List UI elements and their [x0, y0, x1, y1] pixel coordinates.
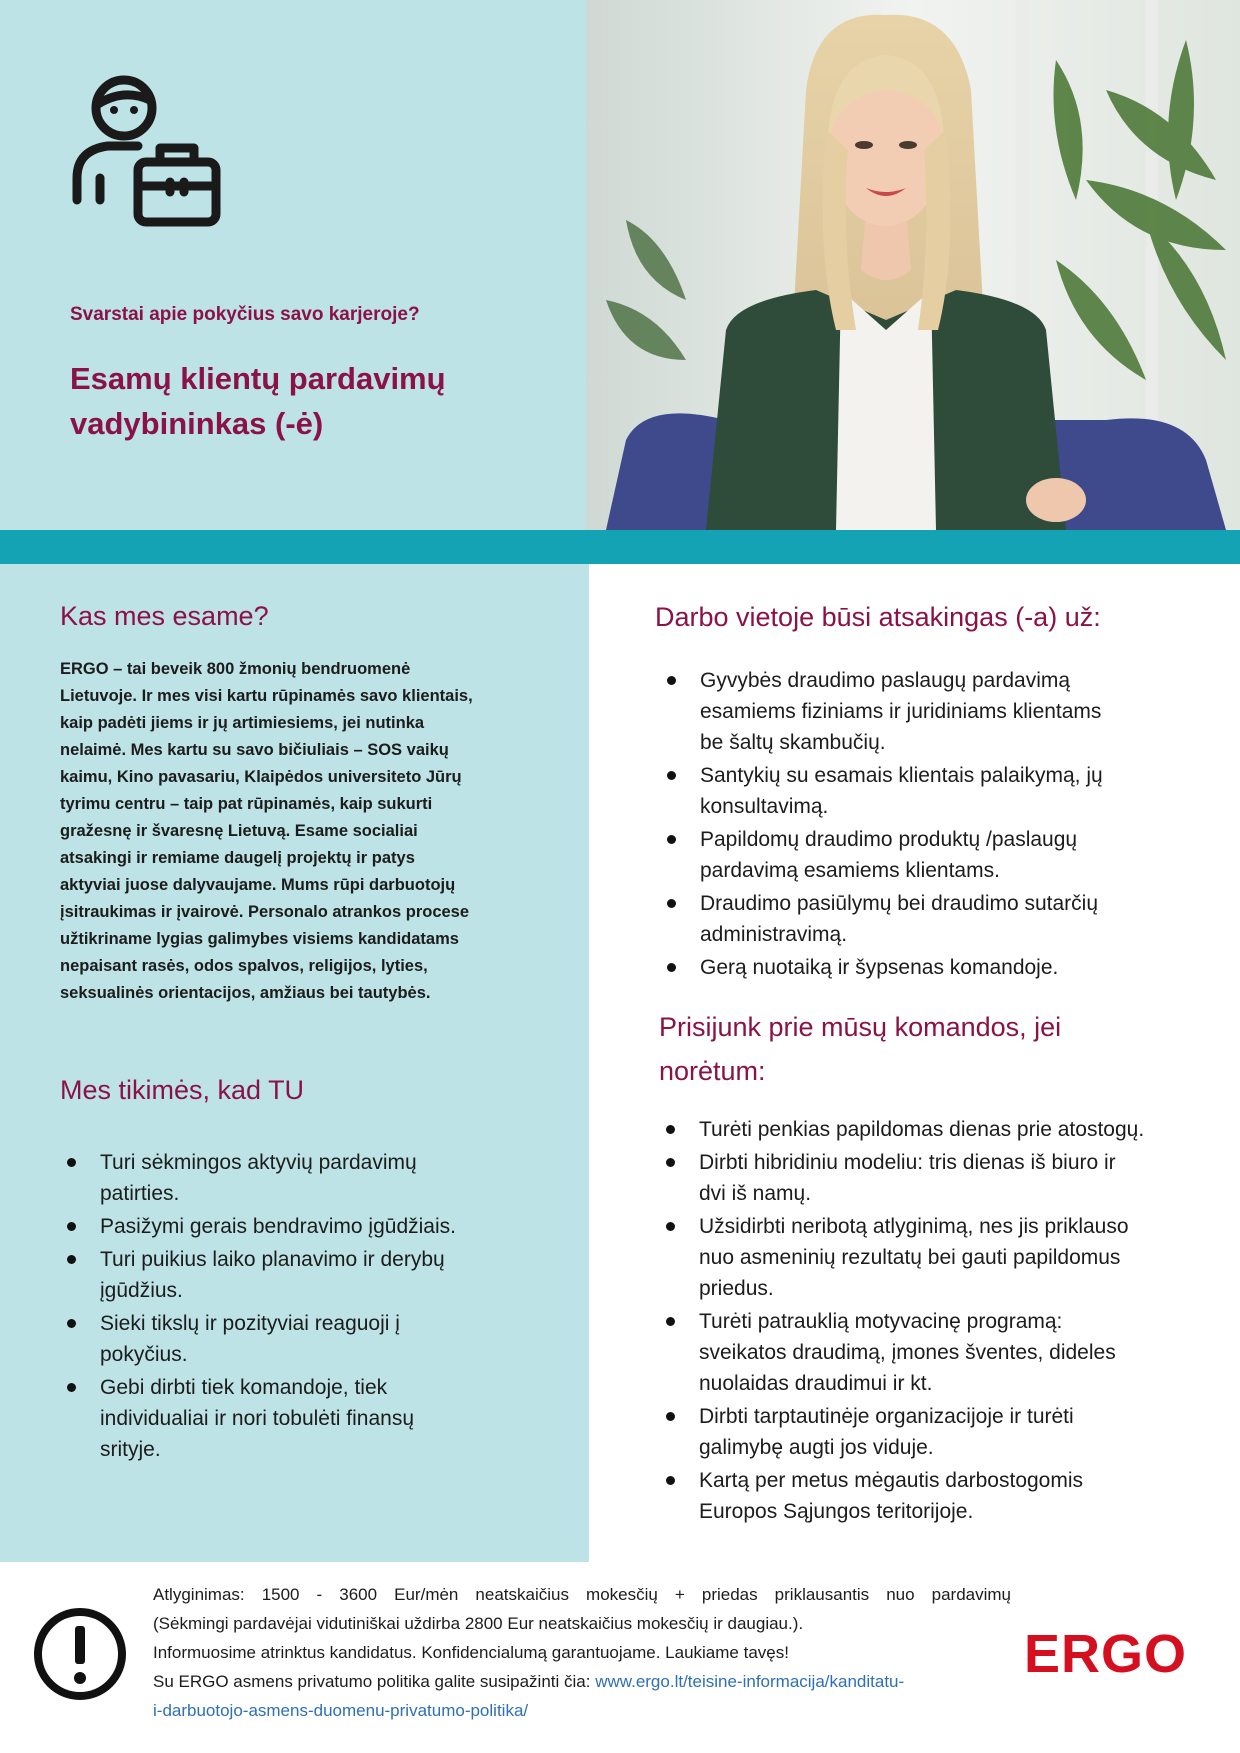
- expectation-item-text: Turi sėkmingos aktyvių pardavimų: [100, 1151, 417, 1174]
- about-line: kaimu, Kino pavasariu, Klaipėdos universiteto Jūrų: [60, 768, 462, 786]
- expectation-item: [60, 1372, 540, 1465]
- responsibility-item-text: administravimą.: [700, 923, 848, 946]
- benefit-item-text: nuo asmeninių rezultatų bei gauti papildomus: [699, 1246, 1121, 1269]
- privacy-line: [153, 1667, 1011, 1696]
- expectation-item-text: Pasižymi gerais bendravimo įgūdžiais.: [100, 1215, 456, 1238]
- responsibility-item-text: Gerą nuotaiką ir šypsenas komandoje.: [700, 956, 1059, 979]
- privacy-link-part-2[interactable]: i-darbuotojo-asmens-duomenu-privatumo-politika/: [153, 1701, 529, 1720]
- salary-note: (Sėkmingi pardavėjai vidutiniškai uždirba 2800 Eur neatskaičius mokesčių ir daugiau.).: [153, 1614, 804, 1633]
- benefit-item-text: Turėti penkias papildomas dienas prie atostogų.: [699, 1118, 1145, 1141]
- benefit-item-text: sveikatos draudimą, įmones šventes, dideles: [699, 1341, 1116, 1364]
- expectation-item: [60, 1147, 540, 1209]
- responsibilities-list: [660, 665, 1200, 985]
- benefit-item: [659, 1114, 1219, 1145]
- exclamation-circle-icon: [32, 1606, 128, 1702]
- expectation-item-text: pokyčius.: [100, 1343, 188, 1366]
- benefit-item-text: Dirbti tarptautinėje organizacijoje ir turėti: [699, 1405, 1074, 1428]
- expectation-item-text: Gebi dirbti tiek komandoje, tiek: [100, 1376, 388, 1399]
- responsibility-item-text: be šaltų skambučių.: [700, 731, 886, 754]
- about-line: įsitraukimas ir įvairovė. Personalo atrankos procese: [60, 903, 470, 921]
- salary-line: Atlyginimas: 1500 - 3600 Eur/mėn neatskaičius mokesčių + priedas priklausantis nuo pardavimų: [153, 1585, 1011, 1604]
- expectations-list: [60, 1147, 540, 1467]
- responsibility-item-text: esamiems fiziniams ir juridiniams klientams: [700, 700, 1102, 723]
- benefit-item: [659, 1401, 1219, 1463]
- responsibility-item: [660, 888, 1200, 950]
- join-heading: [659, 1005, 1061, 1093]
- person-briefcase-icon: [72, 70, 232, 230]
- benefit-item: [659, 1147, 1219, 1209]
- responsibility-item: [660, 665, 1200, 758]
- expectations-heading: Mes tikimės, kad TU: [60, 1075, 305, 1105]
- responsibility-item-text: pardavimą esamiems klientams.: [700, 859, 1000, 882]
- divider-band: [0, 530, 1240, 564]
- expectation-item: [60, 1308, 540, 1370]
- about-line: ERGO – tai beveik 800 žmonių bendruomenė: [60, 660, 411, 678]
- expectation-item-text: Sieki tikslų ir pozityviai reaguoji į: [100, 1312, 400, 1335]
- woman-portrait-photo: [586, 0, 1240, 530]
- responsibility-item-text: Gyvybės draudimo paslaugų pardavimą: [700, 669, 1071, 692]
- benefit-item-text: Turėti patrauklią motyvacinę programą:: [699, 1310, 1063, 1333]
- privacy-prefix: Su ERGO asmens privatumo politika galite susipažinti čia:: [153, 1672, 596, 1691]
- join-heading-line-1: Prisijunk prie mūsų komandos, jei: [659, 1012, 1062, 1042]
- benefit-item: [659, 1465, 1219, 1527]
- expectation-item-text: individualiai ir nori tobulėti finansų: [100, 1407, 415, 1430]
- about-line: gražesnę ir švaresnę Lietuvą. Esame socialiai: [60, 822, 418, 840]
- about-line: tyrimu centru – taip pat rūpinamės, kaip sukurti: [60, 795, 433, 813]
- expectation-item-text: srityje.: [100, 1438, 161, 1461]
- job-title-line-2: vadybininkas (-ė): [70, 406, 324, 441]
- candidate-note: Informuosime atrinktus kandidatus. Konfidencialumą garantuojame. Laukiame tavęs!: [153, 1643, 789, 1662]
- about-line: nelaimė. Mes kartu su savo bičiuliais – SOS vaikų: [60, 741, 449, 759]
- benefit-item-text: Dirbti hibridiniu modeliu: tris dienas iš biuro ir: [699, 1151, 1116, 1174]
- responsibility-item-text: konsultavimą.: [700, 795, 829, 818]
- expectation-item-text: Turi puikius laiko planavimo ir derybų: [100, 1248, 445, 1271]
- about-line: Lietuvoje. Ir mes visi kartu rūpinamės savo klientais,: [60, 687, 473, 705]
- about-line: užtikriname lygias galimybes visiems kandidatams: [60, 930, 459, 948]
- responsibility-item-text: Santykių su esamais klientais palaikymą, jų: [700, 764, 1103, 787]
- responsibility-item-text: Draudimo pasiūlymų bei draudimo sutarčių: [700, 892, 1099, 915]
- benefit-item-text: nuolaidas draudimui ir kt.: [699, 1372, 933, 1395]
- about-line: atsakingi ir remiame daugelį projektų ir patys: [60, 849, 415, 867]
- responsibility-item: [660, 760, 1200, 822]
- job-title: [70, 356, 570, 446]
- hero-kicker: Svarstai apie pokyčius savo karjeroje?: [70, 304, 420, 325]
- about-line: nepaisant rasės, odos spalvos, religijos, lyties,: [60, 957, 428, 975]
- expectation-item: [60, 1244, 540, 1306]
- privacy-link-part-1[interactable]: www.ergo.lt/teisine-informacija/kanditatu-: [595, 1672, 905, 1691]
- ergo-logo: ERGO: [1024, 1624, 1188, 1684]
- benefit-item-text: Užsidirbti neribotą atlyginimą, nes jis priklauso: [699, 1215, 1129, 1238]
- about-line: aktyviai juose dalyvaujame. Mums rūpi darbuotojų: [60, 876, 456, 894]
- benefit-item-text: dvi iš namų.: [699, 1182, 812, 1205]
- join-heading-line-2: norėtum:: [659, 1056, 766, 1086]
- about-text: [60, 656, 524, 1007]
- expectation-item-text: įgūdžius.: [100, 1279, 183, 1302]
- responsibility-item: [660, 952, 1200, 983]
- benefit-item-text: priedus.: [699, 1277, 774, 1300]
- job-title-line-1: Esamų klientų pardavimų: [70, 361, 446, 396]
- responsibilities-heading: Darbo vietoje būsi atsakingas (-a) už:: [655, 602, 1101, 632]
- portrait-illustration: [586, 0, 1240, 530]
- benefit-item: [659, 1211, 1219, 1304]
- benefits-list: [659, 1114, 1219, 1529]
- expectation-item: [60, 1211, 540, 1242]
- about-line: seksualinės orientacijos, amžiaus bei tautybės.: [60, 984, 431, 1002]
- benefit-item-text: Europos Sąjungos teritorijoje.: [699, 1500, 974, 1523]
- about-heading: Kas mes esame?: [60, 601, 269, 631]
- benefit-item: [659, 1306, 1219, 1399]
- footer-text: [153, 1580, 1011, 1725]
- benefit-item-text: galimybę augti jos viduje.: [699, 1436, 934, 1459]
- responsibility-item: [660, 824, 1200, 886]
- benefit-item-text: Kartą per metus mėgautis darbostogomis: [699, 1469, 1084, 1492]
- about-line: kaip padėti jiems ir jų artimiesiems, jei nutinka: [60, 714, 425, 732]
- responsibility-item-text: Papildomų draudimo produktų /paslaugų: [700, 828, 1078, 851]
- expectation-item-text: patirties.: [100, 1182, 180, 1205]
